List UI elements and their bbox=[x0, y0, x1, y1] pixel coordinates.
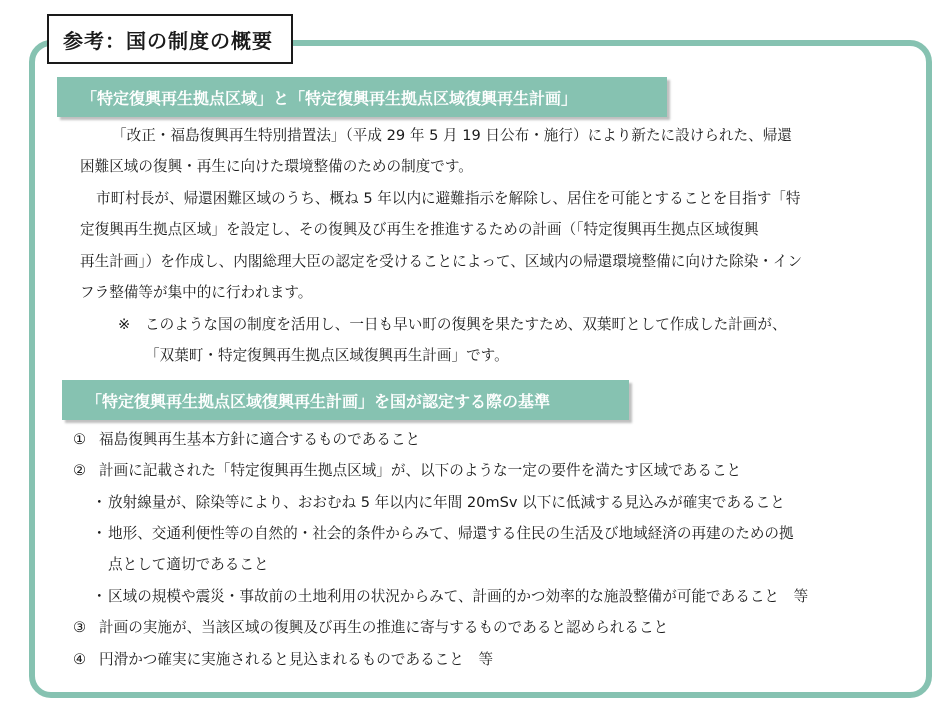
section1-heading-text: 「特定復興再生拠点区域」と「特定復興再生拠点区域復興再生計画」 bbox=[81, 88, 578, 108]
subitem-1 bbox=[92, 493, 785, 513]
criteria-text: 計画に記載された「特定復興再生拠点区域」が、以下のような一定の要件を満たす区域であること bbox=[99, 462, 742, 479]
bullet-mark: ・ bbox=[92, 525, 107, 542]
paragraph1-line2: 困難区域の復興・再生に向けた環境整備のための制度です。 bbox=[80, 158, 473, 175]
note-line2: 「双葉町・特定復興再生拠点区域復興再生計画」です。 bbox=[145, 347, 509, 364]
criteria-text: 円滑かつ確実に実施されると見込まれるものであること 等 bbox=[99, 651, 494, 668]
note-line1: このような国の制度を活用し、一日も早い町の復興を果たすため、双葉町として作成した計画が、 bbox=[145, 316, 787, 333]
criteria-text: 福島復興再生基本方針に適合するものであること bbox=[99, 431, 421, 448]
criteria-text: 計画の実施が、当該区域の復興及び再生の推進に寄与するものであると認められること bbox=[99, 619, 669, 636]
subitem-text: 区域の規模や震災・事故前の土地利用の状況からみて、計画的かつ効率的な施設整備が可能であること 等 bbox=[108, 588, 809, 605]
criteria-item-3 bbox=[73, 618, 668, 638]
subitem-2 bbox=[92, 524, 794, 544]
criteria-number: ② bbox=[73, 462, 87, 479]
paragraph2-line1: 市町村長が、帰還困難区域のうち、概ね 5 年以内に避難指示を解除し、居住を可能とすることを目指す「特 bbox=[96, 190, 801, 207]
paragraph2-line3: 再生計画」）を作成し、内閣総理大臣の認定を受けることによって、区域内の帰還環境整備に向けた除染・イン bbox=[80, 253, 803, 270]
paragraph2-line2: 定復興再生拠点区域」を設定し、その復興及び再生を推進するための計画（「特定復興再生拠点区域復興 bbox=[80, 221, 759, 238]
section2-heading-text: 「特定復興再生拠点区域復興再生計画」を国が認定する際の基準 bbox=[86, 391, 551, 411]
paragraph2-line4: フラ整備等が集中的に行われます。 bbox=[80, 284, 313, 301]
subitem-text: 放射線量が、除染等により、おおむね 5 年以内に年間 20mSv 以下に低減する見込みが確実であること bbox=[108, 494, 785, 511]
page-title bbox=[47, 14, 293, 64]
page-title-text: 参考：国の制度の概要 bbox=[63, 28, 273, 53]
criteria-number: ④ bbox=[73, 651, 87, 668]
note-mark: ※ bbox=[118, 316, 131, 333]
bullet-mark: ・ bbox=[92, 588, 107, 605]
subitem-text: 地形、交通利便性等の自然的・社会的条件からみて、帰還する住民の生活及び地域経済の再建のための拠 bbox=[108, 525, 794, 542]
section1-heading bbox=[57, 77, 667, 117]
criteria-item-2 bbox=[73, 461, 741, 481]
section2-heading bbox=[62, 380, 629, 420]
subitem-2-continuation: 点として適切であること bbox=[108, 556, 269, 573]
subitem-3 bbox=[92, 587, 808, 607]
criteria-item-1 bbox=[73, 430, 420, 450]
criteria-number: ③ bbox=[73, 619, 87, 636]
paragraph1-line1: 「改正・福島復興再生特別措置法」（平成 29 年 5 月 19 日公布・施行）により新たに設けられた、帰還 bbox=[112, 127, 792, 144]
criteria-item-4 bbox=[73, 650, 493, 670]
bullet-mark: ・ bbox=[92, 494, 107, 511]
criteria-number: ① bbox=[73, 431, 87, 448]
